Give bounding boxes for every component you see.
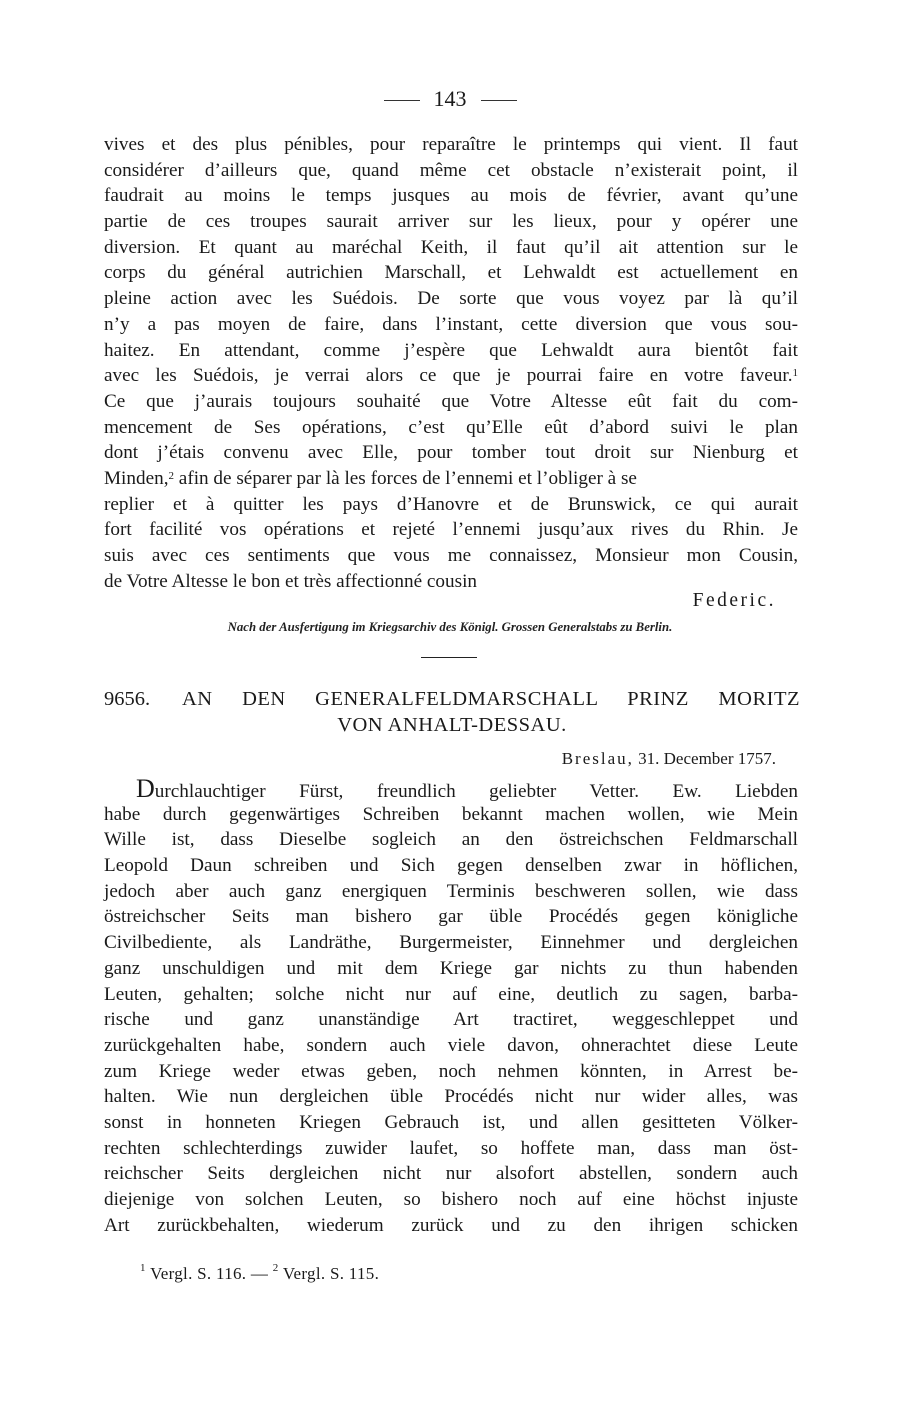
letter-line: Ce que j’aurais toujours souhaité que Votre Altesse eût fait du com- [104,390,798,412]
letter-line [104,466,798,492]
page-header [0,86,900,112]
letter-body [104,132,798,594]
footnote-text: Vergl. S. 116. — [150,1264,269,1283]
german-line: Art zurückbehalten, wiederum zurück und zu den ihrigen schicken [104,1214,798,1236]
letter-line: haitez. En attendant, comme j’espère que Lehwaldt aura bientôt fait [104,339,798,361]
german-line: Civilbediente, als Landräthe, Burgermeister, Einnehmer und dergleichen [104,932,798,954]
german-line: zum Kriege weder etwas geben, noch nehmen könnten, in Arrest be- [104,1060,798,1082]
letter-line: replier et à quitter les pays d’Hanovre et de Brunswick, ce qui aurait [104,493,798,515]
letter-line: de Votre Altesse le bon et très affectionné cousin [104,570,477,592]
header-dash-right [481,100,517,101]
german-line: rische und ganz unanständige Art tractiret, weggeschleppet und [104,1009,798,1031]
letter-line: pleine action avec les Suédois. De sorte que vous voyez par là qu’il [104,288,798,310]
footnote-marker: 2 [168,469,174,482]
german-line: ganz unschuldigen und mit dem Kriege gar nichts zu thun habenden [104,957,798,979]
header-dash-left [384,100,420,101]
german-line: östreichscher Seits man bishero gar üble Procédés gegen königliche [104,906,798,928]
footnote-mark: 1 [140,1262,146,1274]
footnote-mark: 2 [272,1262,279,1274]
date-place: Breslau, [561,749,634,768]
german-line: reichscher Seits dergleichen nicht nur alsofort abstellen, sondern auch [104,1163,798,1185]
letter-line [104,363,798,389]
letter-line: considérer d’ailleurs que, quand même cet obstacle n’existerait point, il [104,159,798,181]
footnotes [140,1264,379,1284]
german-line-text: urchlauchtiger Fürst, freundlich geliebter Vetter. Ew. Liebden [154,781,798,802]
letter-line: partie de ces troupes saurait arriver sur les lieux, pour y opérer une [104,211,798,233]
source-note: Nach der Ausfertigung im Kriegsarchiv des Königl. Grossen Generalstabs zu Berlin. [227,620,673,634]
letter-line: diversion. Et quant au maréchal Keith, il faut qu’il ait attention sur le [104,236,798,258]
german-line: habe durch gegenwärtiges Schreiben bekannt machen wollen, wie Mein [104,803,798,825]
german-line: Wille ist, dass Dieselbe sogleich an den östreichschen Feldmarschall [104,829,798,851]
german-line: halten. Wie nun dergleichen üble Procédés nicht nur wider alles, was [104,1086,798,1108]
footnote-text: Vergl. S. 115. [282,1264,380,1283]
letter-line: faudrait au moins le temps jusques au mois de février, avant qu’une [104,185,798,207]
german-line: rechten schlechterdings zuwider laufet, so hoffete man, dass man öst- [104,1137,798,1159]
heading-line-1: AN DEN GENERALFELDMARSCHALL PRINZ MORITZ [182,688,800,710]
german-body [104,776,798,1238]
letter-line: mencement de Ses opérations, c’est qu’Elle eût d’abord suivi le plan [104,416,798,438]
letter-line-text: avec les Suédois, je verrai alors ce que je pourrai faire en votre faveur. [104,365,793,387]
date-text: 31. December 1757. [638,749,776,768]
letter-line-text: Minden, [104,467,169,489]
letter-line: suis avec ces sentiments que vous me connaissez, Monsieur mon Cousin, [104,545,798,566]
dateline [0,749,776,769]
drop-cap: D [136,774,155,803]
letter-line-text: afin de séparer par là les forces de l’ennemi et l’obliger à se [178,467,637,489]
section-divider [421,657,477,658]
letter-line: n’y a pas moyen de faire, dans l’instant, cette diversion que vous sou- [104,313,798,335]
german-line [104,776,798,802]
german-line: jedoch aber auch ganz energiquen Terminis beschweren sollen, wie dass [104,880,798,902]
heading-line-2: VON ANHALT-DESSAU. [337,714,567,736]
letter-line: dont j’étais convenu avec Elle, pour tomber tout droit sur Nienburg et [104,442,798,464]
signature: Federic. [692,590,776,611]
german-line: Leuten, gehalten; solche nicht nur auf eine, deutlich zu sagen, barba- [104,983,798,1005]
letter-line: fort facilité vos opérations et rejeté l’ennemi jusqu’aux rives du Rhin. Je [104,519,798,541]
document-number: 9656. [104,688,151,710]
german-line: zurückgehalten habe, sondern auch viele davon, ohnerachtet diese Leute [104,1034,798,1056]
page-number: 143 [433,86,467,111]
footnote-marker: 1 [792,367,798,380]
german-line: sonst in honneten Kriegen Gebrauch ist, und allen gesitteten Völker- [104,1111,798,1133]
letter-line: corps du général autrichien Marschall, et Lehwaldt est actuellement en [104,262,798,284]
german-line: Leopold Daun schreiben und Sich gegen denselben zwar in höflichen, [104,855,798,877]
german-line: diejenige von solchen Leuten, so bishero noch auf eine höchst injuste [104,1189,798,1210]
letter-line: vives et des plus pénibles, pour reparaître le printemps qui vient. Il faut [104,134,798,155]
